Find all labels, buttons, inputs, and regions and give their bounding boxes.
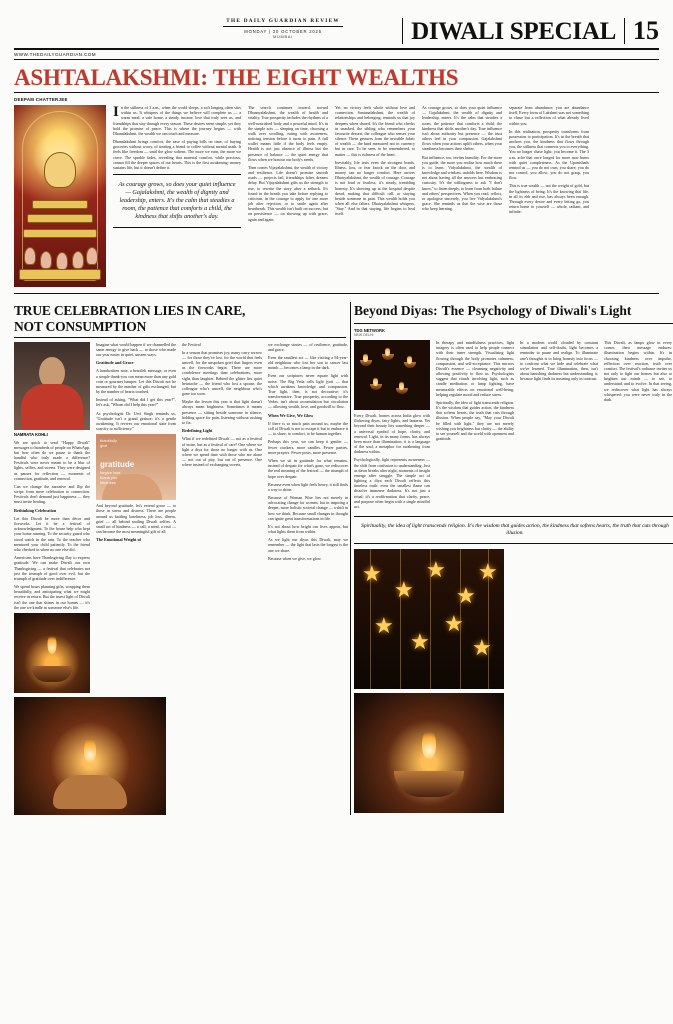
paragraph: We are quick to send "Happy Diwali" messages to hundreds of people on WhatsApp, but how often do we pause to thank the handful who truly made a difference? Festivals were never meant to be a blur of lights, selfies, and sweets. They were designed as pauses for reflection — moments of connection, gratitude, and renewal. [14, 439, 90, 481]
paragraph: In therapy and mindfulness practices, light imagery is often used to help people connect with their inner strength. Visualising light flowing through the body promotes calmness, compassion, and self-acceptance. This mirrors Diwali's essence — cleansing negativity and allowing positivity to flow in. Psychologists suggest that rituals involving light, such as candle meditation or lamp lighting, have measurable effects on emotional well-being, helping regulate mood and reduce stress. [436, 340, 514, 397]
lead-column-2 [248, 105, 328, 287]
page-number: 15 [633, 16, 659, 45]
article3-tag-sub: NEW DELHI [354, 333, 374, 337]
hands-with-lamp-photo [14, 697, 166, 815]
paragraph: In the stillness of 3 a.m., when the world sleeps, a soft longing often stirs within us. It whispers of the things we believe will complete us — a warm meal, a safe home, a steady income, love that truly sees us, and friendships that stay through every season. These desires seem simple, yet they hold the promise of peace. This is where the journey begins — with Dhanalakshmi, the wealth we can touch and measure. [113, 104, 241, 136]
website-bar [14, 50, 659, 60]
article3-rule [354, 323, 673, 324]
article3-col-4 [604, 340, 672, 512]
star-lights-photo: ★ ★ ★ ★ ★ ★ ★ ★ ★ [354, 549, 504, 689]
paragraph: It's not about how bright our lives appear, but what lights them from within. [268, 523, 348, 535]
section-title: DIWALI SPECIAL [411, 17, 616, 45]
article3-tag: TDG NETWORK [354, 328, 385, 333]
lead-column-4 [422, 105, 502, 287]
paragraph: What if we redefined Diwali — not as a festival of noise, but as a festival of care? One where we light a diya for those no longer with us. One where we spend time with those who are alone — not out of pity, but out of presence. One where instead of exchanging sweets, [182, 436, 262, 468]
paragraph: Because of Woman Wise lies not merely in advocating change for women, but in inspiring a deeper, more holistic societal change — a shift in how we think. Because small changes in thought can ignite great transformations in life. [268, 495, 348, 521]
lead-column-3 [335, 105, 415, 287]
paragraph: This Diwali, as lamps glow in every corner, their message endures: illumination begins within. It's in choosing kindness over impulse, reflection over reaction, truth over comfort. The festival's radiance invites us not only to light our homes but also to brighten our minds — to see, to understand, and to evolve. In that seeing, we rediscover what light has always whispered: you were never truly in the dark. [604, 340, 672, 402]
article2-col-1 [14, 342, 90, 693]
large-diya-photo [354, 693, 504, 813]
paragraph: we exchange stories — of resilience, gratitude, and grace. [268, 341, 348, 352]
article-beyond-diyas [354, 302, 673, 815]
masthead-right [402, 18, 659, 44]
paragraph: Instead of asking, "What did I get this year?", let's ask, "Whom did I help this year?" [96, 397, 176, 408]
paragraph: In this realisation, prosperity transforms from possession to participation. It's in the breath that anchors you, the kindness that flows through you, the stillness that connects you to everything. You no longer chase light; you become it. The 3 a.m. ache that once longed for more now hums with quiet completeness. As the Upanishads remind us — you do not own, you share; you do not control, you allow; you do not grasp, you flow. [509, 128, 589, 181]
paragraph: A handwritten note, a heartfelt message, or even a simple thank-you can mean more than any gold coin or gourmet hamper. Let this Diwali not be measured by the number of gifts exchanged, but by the number of hearts touched. [96, 368, 176, 395]
masthead-vertical-rule-2 [624, 18, 625, 44]
lead-column-1 [113, 105, 241, 287]
paragraph: Psychologically, light represents awareness — the shift from confusion to understanding. Just as dawn breaks after night, moments of insight emerge after struggle. The simple act of lighting a diya each Diwali reflects this timeless truth: even the smallest flame can dissolve immense darkness. It's not just a ritual; it's a reaffirmation that clarity, peace, and purpose often begin with a single mindful act. [354, 457, 430, 509]
article2-col-2 [96, 342, 176, 693]
article3-col-2 [436, 340, 514, 512]
paragraph: In a modern world clouded by constant stimulation and self-doubt, light becomes a reminder to pause and realign. To illuminate one's thoughts is to bring honesty into focus — to confront what we hide and celebrate what we've learned. True illumination, then, isn't about banishing darkness but understanding it; because light finds its meaning only in contrast. [520, 340, 598, 382]
subhead: Redefining Light [182, 428, 213, 434]
article3-grid [354, 340, 673, 512]
paragraph: Yet, no victory feels whole without love and connection. Santanalakshmi, the wealth of relationships and belonging, reminds us that joy deepens when shared. It's the friend who checks in unasked, the sibling who remembers your favourite dessert, the colleague who senses your silence. These gestures form the invisible fabric of wealth — the kind measured not in currency but in care. To be seen, to be remembered, to matter — this is richness of the heart. [335, 105, 415, 157]
author-name: NAMRATA KOHLI [14, 431, 48, 437]
article3-pull-quote: Spirituality, the idea of light transcends religion. It's the wisdom that guides action, the kindness that softens hearts, the truth that cuts through illusion. [361, 523, 669, 537]
article2-grid [14, 342, 346, 693]
ashtalakshmi-illustration-wrap [14, 105, 106, 287]
masthead-divider [223, 26, 343, 27]
paragraph: And beyond gratitude, let's extend grace — to those in stress and distress. There are people around us battling loneliness, job loss, illness, grief — all behind smiling Diwali selfies. A small act of kindness — a call, a meal, a visit — can become the most meaningful gift of all. [96, 503, 176, 535]
paragraph: Maybe the lesson this year is that light doesn't always mean brightness. Sometimes it means presence — sitting beside someone in silence, holding space for pain, listening without rushing to fix. [182, 399, 262, 425]
article3-col-1 [354, 340, 430, 512]
lead-pull-quote-box [113, 174, 241, 228]
paragraph: As courage grows, so does your quiet influence — Gajalakshmi, the wealth of dignity and leadership, enters. It's the calm that steadies a room, the patience that comforts a child, the kindness that shifts another's day. True influence isn't about authority but presence — the trust others feel in your compassion. Gajalakshmi flows when your actions uplift others, when your steadiness becomes their shelter. [422, 105, 502, 152]
rangoli-diyas-photo [354, 340, 430, 410]
section-rule [14, 293, 659, 294]
lead-headline: ASHTALAKSHMI: THE EIGHT WEALTHS [14, 65, 459, 90]
paragraph: If there is so much pain around us, maybe the call of Diwali is not to escape it but to embrace it — to share, to comfort, to be human together. [268, 420, 348, 437]
lower-section [14, 302, 672, 815]
paragraph: When we sit in gratitude for what remains, instead of despair for what's gone, we rediscover the real meaning of the festival — the triumph of hope over despair. [268, 458, 348, 479]
subhead: Gratitude and Grace [96, 360, 134, 366]
paragraph: Americans have Thanksgiving Day to express gratitude. We can make Diwali our own Thanksgiving — a festival that celebrates not just the triumph of good over evil, but the triumph of gratitude over indifference. [14, 555, 90, 581]
lead-byline: DEEPAM CHATTERJEE [14, 97, 68, 102]
lead-pull-quote: As courage grows, so does your quiet influence — Gajalakshmi, the wealth of dignity and leadership, enters. It's the calm that steadies a room, the patience that comforts a child, the kindness that shifts another's day. [118, 181, 236, 221]
website-url[interactable]: WWW.THEDAILYGUARDIAN.COM [14, 52, 96, 57]
article3-title-rest: The Psychology of Diwali's Light [441, 303, 632, 318]
paragraph: As psychologist Dr. Urvi Singh reminds us, "Gratitude isn't a grand gesture; it's a gentle awakening. It revives our emotional state from scarcity to sufficiency." [96, 410, 176, 432]
ashtalakshmi-illustration [14, 105, 106, 287]
paragraph: Can we change the narrative and flip the script: from mere celebration to connection. Festivals don't demand just happiness — they must invite healing. [14, 483, 90, 505]
article2-col-3 [182, 342, 262, 693]
paragraph: Because when we give, we glow. [268, 555, 322, 561]
paragraph: Even the smallest act — like visiting a 94-year-old neighbour who lost her son to cancer last month — becomes a lamp in the dark. [268, 354, 348, 371]
paragraph: Even our scriptures never equate light with noise. The Rig Veda calls light jyoti — that which awakens knowledge and compassion. True light, then, is not decorative; it's transformative. True prosperity, according to the Vedas, isn't about accumulation but circulation — allowing wealth, love, and goodwill to flow. [268, 373, 348, 410]
article2-rule [14, 337, 346, 338]
paragraph: We spend hours planning gifts, wrapping them beautifully, and anticipating what we might receive in return. But the truest light of Diwali isn't the one that shines in our homes — it's the one we kindle in someone else's life. [14, 584, 90, 610]
article3-pull-quote-box [354, 516, 673, 544]
paper-name: THE DAILY GUARDIAN REVIEW [226, 18, 340, 24]
issue-city: MUMBAI [273, 35, 294, 39]
masthead-center [164, 18, 402, 39]
subhead: When We Give, We Glow [268, 412, 314, 418]
masthead [14, 18, 659, 50]
lead-article-grid [14, 105, 659, 287]
paragraph: But influence, too, invites humility. For the more you guide, the more you realise how much there is to learn. Vidyalakshmi, the wealth of knowledge and wisdom, unfolds here. Wisdom is not about having all the answers but embracing curiosity. It's the willingness to ask "I don't know," to listen deeply, to learn from both failure and others' perspectives. When you read, reflect, or apologise sincerely, you live Vidyalakshmi's grace. She reminds us that the wise are those who keep learning. [422, 154, 502, 212]
paragraph: The search continues inward, toward Dhaanyalakshmi, the wealth of health and vitality. True prosperity includes the rhythms of a well-nourished body and a peaceful mind. It's in the simple acts — sleeping on time, choosing a walk over scrolling, eating with awareness, noticing tension before it turns to pain. A full wallet means little if the body feels empty. Health is not just absence of illness but the presence of balance — the quiet energy that flows when we honour our body's needs. [248, 105, 328, 162]
paragraph: Dhanalakshmi brings comfort, the ease of paying bills on time, of buying groceries without worry, of treating a friend to coffee without mental math. It feels like freedom — until the glow softens. The more we earn, the more we crave. The sparkle fades, revealing that material comfort, while precious, cannot fill the deeper spaces of our hearts. This is the first awakening: money sustains life, but it doesn't define it. [113, 139, 241, 170]
paragraph: As we light our diyas this Diwali, may we remember — the light that lasts the longest is the one we share. [268, 537, 348, 553]
paragraph: Because even when light feels heavy, it still finds a way to shine. [268, 481, 348, 492]
gratitude-photo: thankfully give gratitude forgive love thank you kindness [96, 434, 176, 500]
paragraph: Every Diwali, homes across India glow with flickering diyas, fairy lights, and lanterns. Yet beyond their beauty lies something deeper — a universal symbol of hope, clarity, and renewal. Light, in its many forms, has always been more than illumination; it is a language of the soul, a metaphor for awakening from darkness within. [354, 413, 430, 455]
paragraph: Inevitably, life tests even the strongest bonds. Illness, loss, or fear knock on the door, and money can no longer comfort. Here arrives Dhairyalakshmi, the wealth of courage. Courage is not loud or fearless; it's steady, trembling honesty. It's showing up at the hospital despite dread, making that difficult call, or staying beside someone in pain. This wealth holds you when all else falters. Dhairyalakshmi whispers, "Stay." And in that staying, life begins to heal itself. [335, 159, 415, 217]
paragraph: In a season that promises joy, many carry sorrow — for those they've lost, for the world that feels unwell, for the unspoken grief that lingers even as the fireworks begin. There are more condolence meetings than celebrations, more sighs than laughter. Behind the glitter lies quiet heartache — the friend who lost a spouse, the colleague who's unwell, the neighbour who's gone too soon. [182, 349, 262, 397]
lead-column-5 [509, 105, 589, 287]
article3-title-orange: Beyond Diyas: [354, 303, 438, 318]
headline-rule [14, 92, 659, 93]
paragraph: Then comes Vijayalakshmi, the wealth of victory and resilience. Life doesn't promise smooth roads — projects fail, friendships falter, dreams delay. But Vijayalakshmi gifts us the strength to rise, to rewrite the story after a setback. It's found in the breath you take before replying to criticism, in the courage to apply for one more job after rejection, or to smile again after heartbreak. This wealth isn't built on success, but on persistence — on showing up with grace, again and again. [248, 164, 328, 222]
masthead-vertical-rule [402, 18, 403, 44]
diya-photo-small [14, 613, 90, 693]
paragraph: Perhaps this year, we can keep it gentler — fewer crackers, more candles. Fewer parties, more prayers. Fewer posts, more presence. [268, 439, 348, 455]
column-divider [350, 302, 351, 815]
article2-title-line2: NOT CONSUMPTION [14, 318, 147, 334]
paragraph: Spiritually, the idea of light transcends religion. It's the wisdom that guides action, the kindness that softens hearts, the truth that cuts through illusion. When people say, "May your Diwali be filled with light," they are not merely wishing you brightness but clarity — the ability to see yourself and the world with openness and gratitude. [436, 399, 514, 442]
paragraph: Imagine what would happen if we channelled the same energy to give back — to those who made our year easier in quiet, unseen ways. [96, 341, 176, 357]
paragraph: This is true wealth — not the weight of gold, but the lightness of being. It's the knowing that life, in all its ebb and rise, has always been enough. Through every desire and every letting go, you return home to yourself — whole, radiant, and infinite. [509, 183, 589, 215]
article-true-celebration [14, 302, 346, 815]
paragraph: Let this Diwali be more than décor and fireworks. Let it be a festival of acknowledgment. To the house help who kept your home running. To the security guard who stood watch in the rain. To the teacher who mentored your child patiently. To the friend who checked in when no one else did. [14, 515, 90, 552]
article2-title-line1: TRUE CELEBRATION LIES IN CARE, [14, 303, 246, 318]
subhead: Rethinking Celebration [14, 507, 57, 513]
author-photo [14, 342, 90, 430]
article2-col-4 [268, 342, 348, 693]
author-block [14, 342, 90, 437]
subhead: The Emotional Weight of [96, 537, 141, 543]
issue-date: MONDAY | 20 OCTOBER 2025 [244, 29, 322, 34]
paragraph: the Festival [182, 341, 201, 347]
article3-col-3 [520, 340, 598, 512]
paragraph: separate from abundance; you are abundance itself. Every form of Lakshmi was not something to chase but a reflection of what already lived within you. [509, 105, 589, 126]
